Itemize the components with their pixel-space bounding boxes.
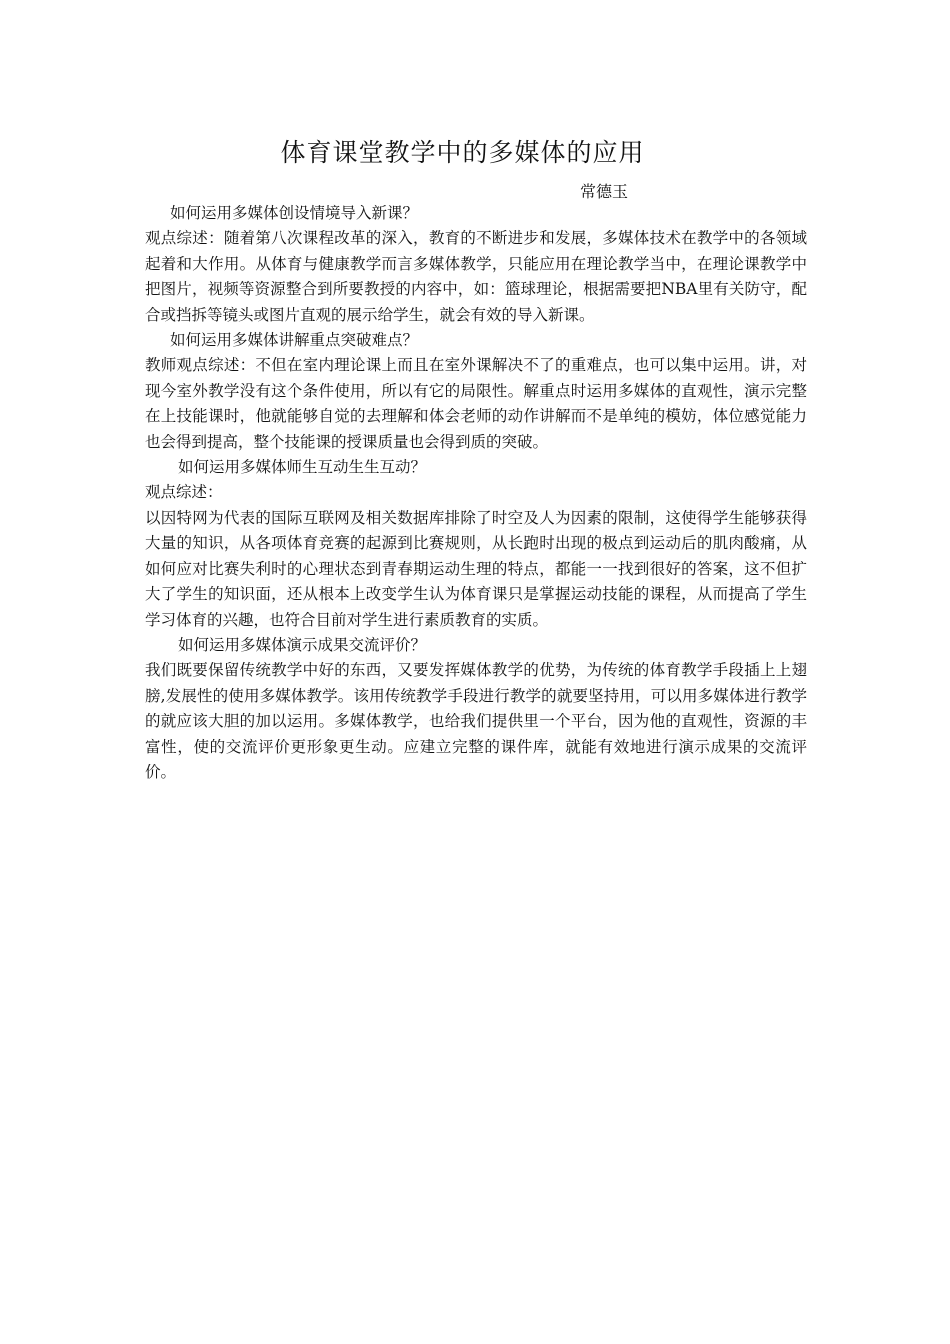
section-3-question: 如何运用多媒体师生互动生生互动？ <box>178 458 427 477</box>
section-1-question: 如何运用多媒体创设情境导入新课？ <box>170 204 419 222</box>
section-2-question: 如何运用多媒体讲解重点突破难点？ <box>170 331 419 350</box>
section-1-paragraph: 观点综述：随着第八次课程改革的深入，教育的不断进步和发展，多媒体技术在教学中的各领域起着和大作用。从体育与健康教学而言多媒体教学，只能应用在理论教学当中，在理论课教学中把图片，视频等资源整合到所要教授的内容中，如：篮球理论，根据需要把NBA里有关防守，配合或挡拆等镜头或图片直观的展示给学生，就会有效的导入新课。 <box>145 229 807 324</box>
document-body <box>145 201 807 785</box>
document-title: 体育课堂教学中的多媒体的应用 <box>280 138 645 167</box>
section-4-question: 如何运用多媒体演示成果交流评价？ <box>178 635 427 654</box>
author-name: 常德玉 <box>580 182 629 201</box>
section-3-paragraph: 以因特网为代表的国际互联网及相关数据库排除了时空及人为因素的限制，这使得学生能够获得大量的知识，从各项体育竞赛的起源到比赛规则，从长跑时出现的极点到运动后的肌肉酸痛，从如何应对比赛失利时的心理状态到青春期运动生理的特点，都能一一找到很好的答案，这不但扩大了学生的知识面，还从根本上改变学生认为体育课只是掌握运动技能的课程，从而提高了学生学习体育的兴趣，也符合目前对学生进行素质教育的实质。 <box>145 508 807 629</box>
section-4-paragraph: 我们既要保留传统教学中好的东西，又要发挥媒体教学的优势，为传统的体育教学手段插上上翅膀,发展性的使用多媒体教学。该用传统教学手段进行教学的就要坚持用，可以用多媒体进行教学的就应该大胆的加以运用。多媒体教学，也给我们提供里一个平台，因为他的直观性，资源的丰富性，使的交流评价更形象更生动。应建立完整的课件库，就能有效地进行演示成果的交流评价。 <box>145 661 807 781</box>
section-3-label: 观点综述： <box>145 483 223 502</box>
section-2-paragraph: 教师观点综述：不但在室内理论课上而且在室外课解决不了的重难点，也可以集中运用。讲，对现今室外教学没有这个条件使用，所以有它的局限性。解重点时运用多媒体的直观性，演示完整在上技能课时，他就能够自觉的去理解和体会老师的动作讲解而不是单纯的模妨，体位感觉能力也会得到提高，整个技能课的授课质量也会得到质的突破。 <box>145 356 807 451</box>
